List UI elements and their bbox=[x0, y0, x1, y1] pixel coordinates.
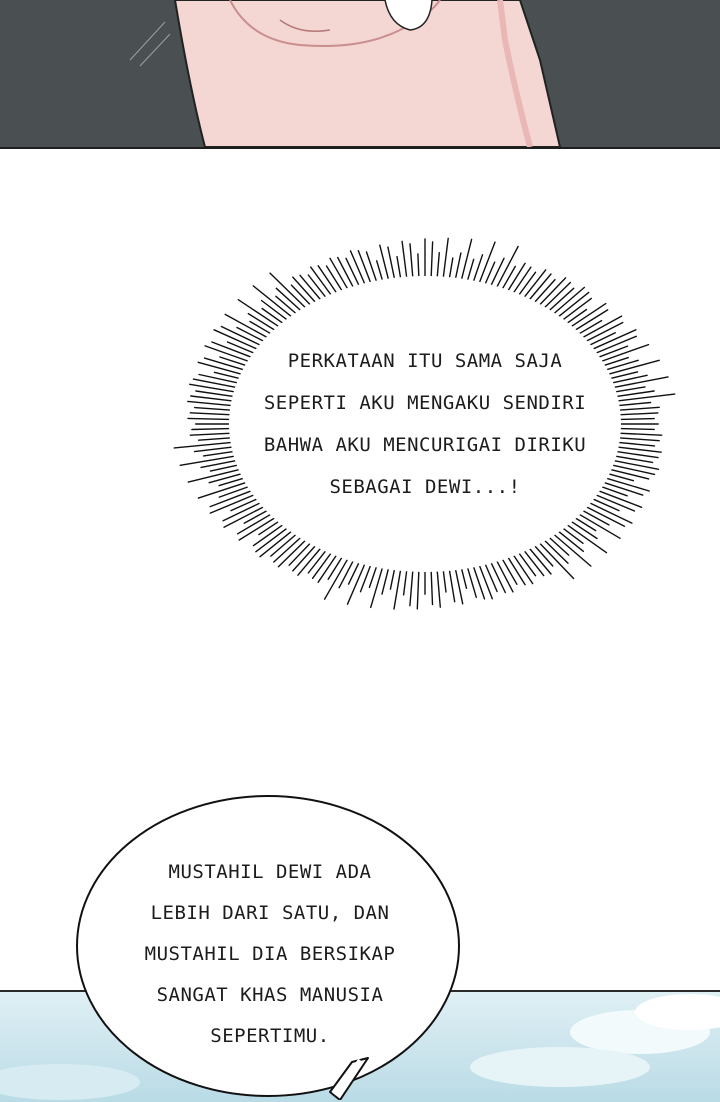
burst-bubble-text: PERKATAAN ITU SAMA SAJA SEPERTI AKU MENGAKU SENDIRI BAHWA AKU MENCURIGAI DIRIKU SEBAGAI DEWI...! bbox=[263, 350, 587, 498]
speech-bubble-text: MUSTAHIL DEWI ADA LEBIH DARI SATU, DAN MUSTAHIL DIA BERSIKAP SANGAT KHAS MANUSIA SEPERTIMU. bbox=[144, 861, 396, 1047]
